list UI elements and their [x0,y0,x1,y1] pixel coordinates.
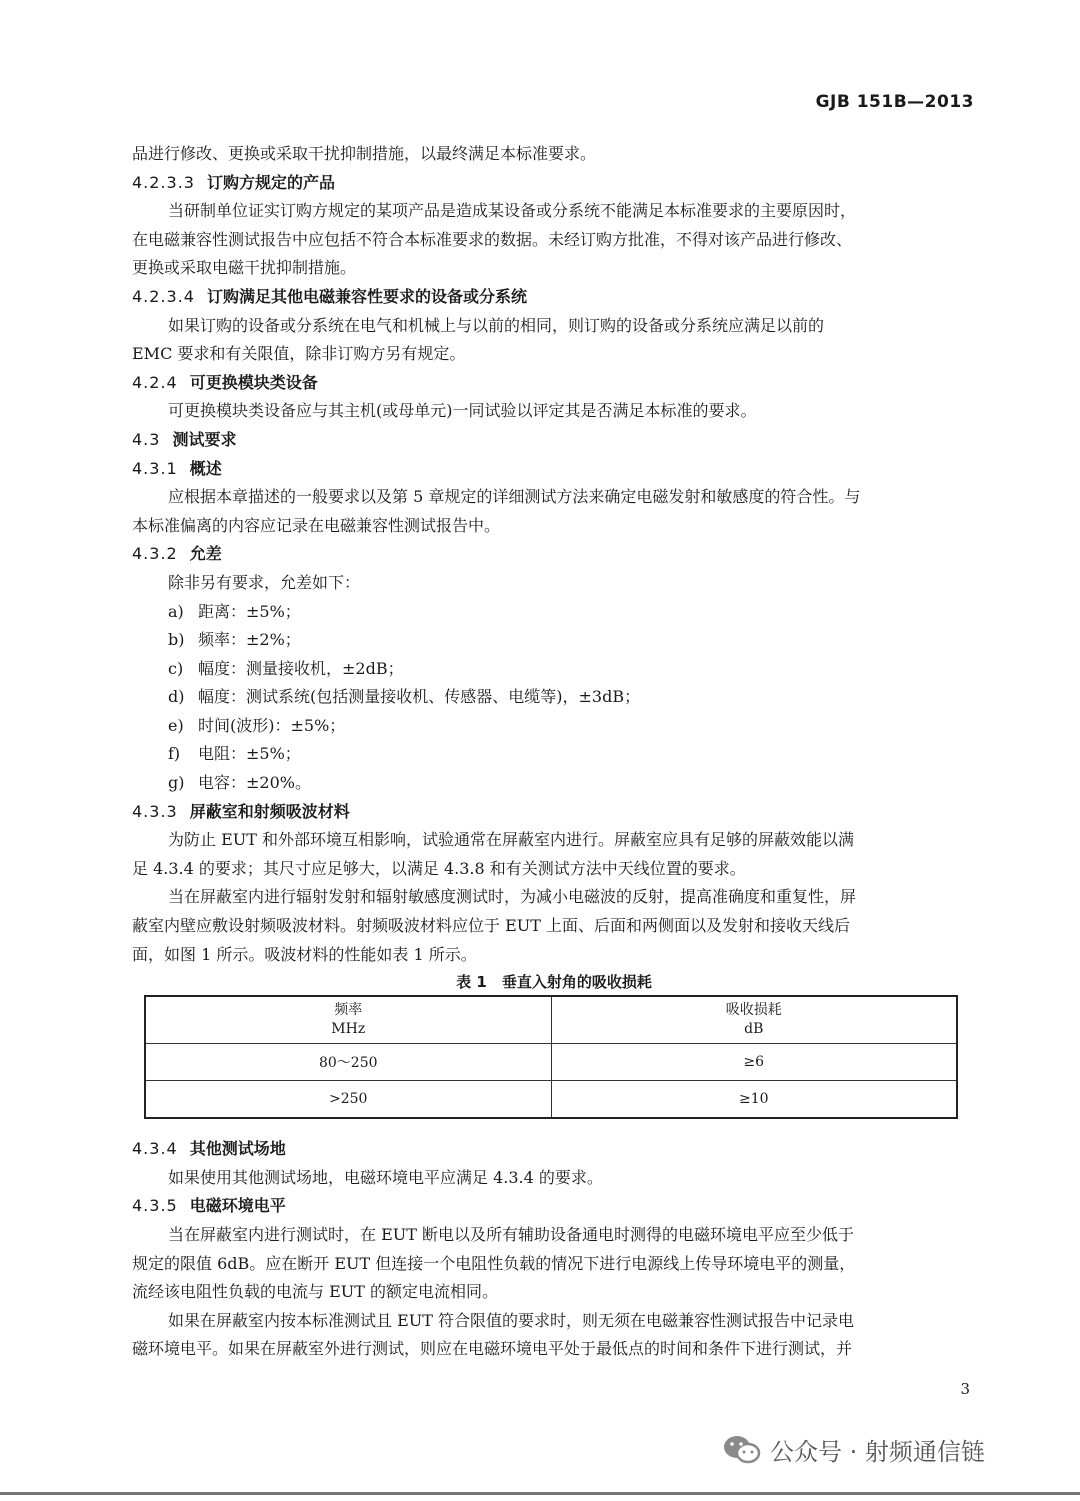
list-item [132,683,976,712]
table-cell: ≥6 [551,1044,957,1081]
list-text: 幅度：测试系统(包括测量接收机、传感器、电缆等)，±3dB； [198,687,641,707]
list-text: 电阻：±5%； [198,744,301,764]
list-marker: f) [168,744,181,764]
section-number: 4.2.3.4 [132,286,195,306]
list-text: 距离：±5%； [198,601,301,621]
section-number: 4.2.3.3 [132,172,195,192]
paragraph-line: 当研制单位证实订购方规定的某项产品是造成某设备或分系统不能满足本标准要求的主要原因时， [168,201,857,221]
paragraph-line: 如果在屏蔽室内按本标准测试且 EUT 符合限值的要求时，则无须在电磁兼容性测试报告中记录电 [168,1310,855,1330]
table-cell: >250 [145,1081,551,1119]
paragraph-line: 本标准偏离的内容应记录在电磁兼容性测试报告中。 [132,515,501,535]
list-item [132,769,976,798]
section-number: 4.3.5 [132,1196,178,1216]
body-text-before-table [132,140,976,969]
list-item [132,626,976,655]
paragraph-line: 足 4.3.4 的要求；其尺寸应足够大，以满足 4.3.8 和有关测试方法中天线位置的要求。 [132,858,746,878]
paragraph-line: 品进行修改、更换或采取干扰抑制措施，以最终满足本标准要求。 [132,144,597,163]
paragraph-line: 如果使用其他测试场地，电磁环境电平应满足 4.3.4 的要求。 [168,1167,603,1187]
list-marker: d) [168,687,185,707]
paragraph-line: 可更换模块类设备应与其主机(或母单元)一同试验以评定其是否满足本标准的要求。 [168,401,757,421]
table-header-frequency [145,996,551,1044]
header-unit: dB [744,1021,764,1038]
section-heading [132,369,976,398]
section-heading [132,540,976,569]
list-marker: g) [168,773,185,793]
section-title: 允差 [189,544,222,564]
table-row [145,1081,957,1119]
paragraph-line: 在电磁兼容性测试报告中应包括不符合本标准要求的数据。未经订购方批准，不得对该产品进行修改、 [132,229,853,249]
section-title: 测试要求 [172,429,237,449]
scan-edge-rule [0,1492,1080,1495]
list-item [132,712,976,741]
document-body [132,140,976,1364]
section-heading [132,169,976,198]
section-heading [132,1192,976,1221]
body-text-after-table [132,1135,976,1364]
section-title: 订购方规定的产品 [206,172,335,192]
list-text: 幅度：测量接收机，±2dB； [198,658,404,678]
section-number: 4.3.1 [132,458,178,478]
header-unit: MHz [331,1021,366,1038]
table-header-absorption [551,996,957,1044]
table-caption: 表 1 垂直入射角的吸收损耗 [456,973,652,992]
list-marker: a) [168,601,184,621]
section-title: 其他测试场地 [189,1139,286,1159]
paragraph-line: 为防止 EUT 和外部环境互相影响，试验通常在屏蔽室内进行。屏蔽室应具有足够的屏蔽效能以满 [168,830,855,850]
list-marker: e) [168,715,184,735]
table-cell: 80～250 [145,1044,551,1081]
paragraph-line: 磁环境电平。如果在屏蔽室外进行测试，则应在电磁环境电平处于最低点的时间和条件下进行测试，并 [132,1339,853,1359]
absorption-loss-table [144,995,958,1119]
list-item [132,655,976,684]
list-text: 频率：±2%； [198,630,301,650]
section-title: 电磁环境电平 [189,1196,286,1216]
section-number: 4.3.4 [132,1139,178,1159]
header-name: 频率 [334,1002,363,1019]
watermark-text: 公众号 · 射频通信链 [770,1438,985,1466]
paragraph-line: EMC 要求和有关限值，除非订购方另有规定。 [132,344,466,364]
wechat-icon [722,1434,762,1466]
section-heading [132,455,976,484]
list-text: 时间(波形)：±5%； [198,715,346,735]
section-heading [132,283,976,312]
section-number: 4.3.2 [132,544,178,564]
page-number: 3 [960,1380,970,1398]
section-heading [132,1135,976,1164]
section-heading [132,426,976,455]
watermark [722,1432,985,1467]
header-name: 吸收损耗 [725,1002,782,1019]
paragraph-line: 流经该电阻性负载的电流与 EUT 的额定电流相同。 [132,1282,499,1302]
paragraph-line: 规定的限值 6dB。应在断开 EUT 但连接一个电阻性负载的情况下进行电源线上传导环境电平的测量， [132,1253,856,1273]
list-marker: b) [168,630,185,650]
section-number: 4.2.4 [132,372,178,392]
section-title: 屏蔽室和射频吸波材料 [189,801,350,821]
paragraph-line: 面，如图 1 所示。吸波材料的性能如表 1 所示。 [132,944,477,964]
paragraph-line: 应根据本章描述的一般要求以及第 5 章规定的详细测试方法来确定电磁发射和敏感度的符合性。与 [168,487,861,507]
paragraph-line: 蔽室内壁应敷设射频吸波材料。射频吸波材料应位于 EUT 上面、后面和两侧面以及发射和接收天线后 [132,916,851,936]
list-text: 电容：±20%。 [198,773,311,793]
standard-code: GJB 151B—2013 [815,92,974,112]
list-marker: c) [168,658,184,678]
paragraph-line: 当在屏蔽室内进行辐射发射和辐射敏感度测试时，为减小电磁波的反射，提高准确度和重复性，屏 [168,887,857,907]
paragraph-line: 除非另有要求，允差如下： [168,572,361,592]
section-number: 4.3 [132,429,161,449]
section-title: 订购满足其他电磁兼容性要求的设备或分系统 [206,286,527,306]
list-item [132,740,976,769]
section-title: 概述 [189,458,222,478]
table-row [145,1044,957,1081]
table-cell: ≥10 [551,1081,957,1119]
section-heading [132,798,976,827]
paragraph-line: 更换或采取电磁干扰抑制措施。 [132,258,357,278]
paragraph-line: 如果订购的设备或分系统在电气和机械上与以前的相同，则订购的设备或分系统应满足以前的 [168,315,825,335]
paragraph-line: 当在屏蔽室内进行测试时，在 EUT 断电以及所有辅助设备通电时测得的电磁环境电平应至少低于 [168,1225,855,1244]
list-item [132,598,976,627]
section-title: 可更换模块类设备 [189,372,318,392]
section-number: 4.3.3 [132,801,178,821]
